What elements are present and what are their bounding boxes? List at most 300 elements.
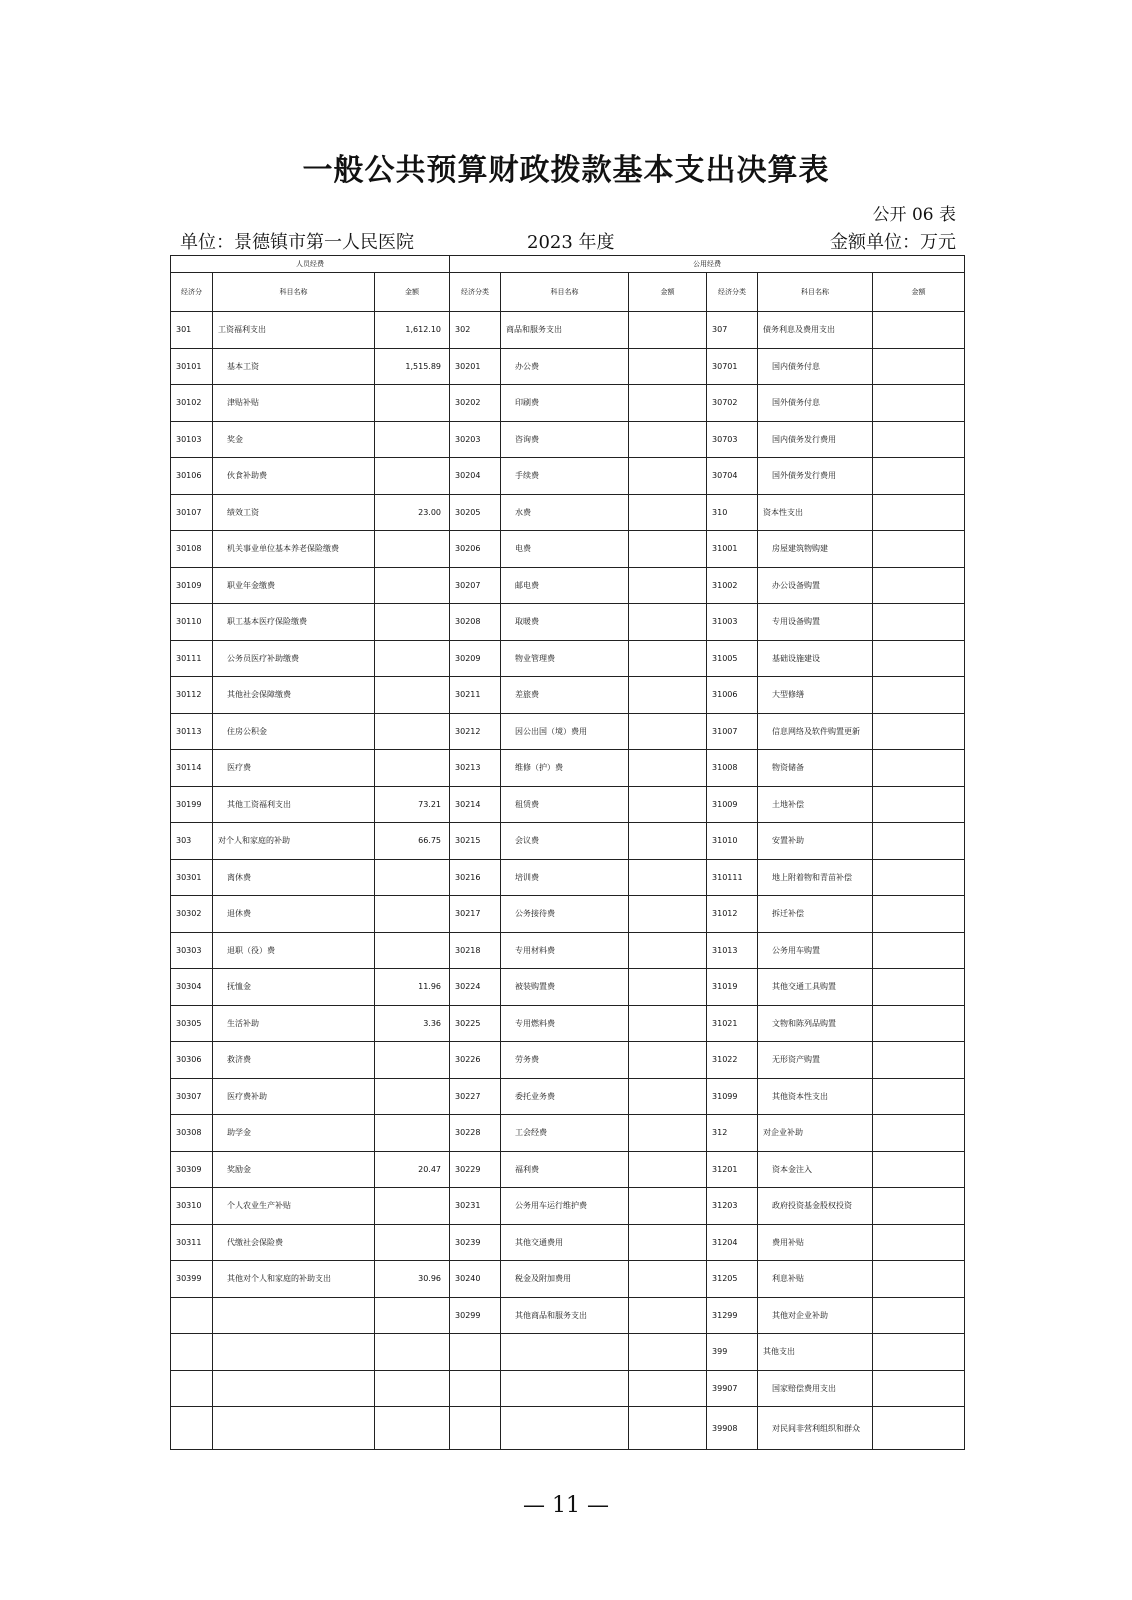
table-row — [171, 385, 965, 422]
cell-amount-1 — [375, 1115, 450, 1152]
cell-code-2: 30212 — [450, 713, 501, 750]
cell-name-3: 国内债务发行费用 — [758, 421, 873, 458]
cell-amount-2 — [629, 312, 707, 349]
cell-name-2: 因公出国（境）费用 — [501, 713, 629, 750]
cell-amount-3 — [873, 1224, 965, 1261]
cell-amount-1 — [375, 1297, 450, 1334]
cell-code-2: 30239 — [450, 1224, 501, 1261]
cell-amount-2 — [629, 531, 707, 568]
cell-name-2: 专用燃料费 — [501, 1005, 629, 1042]
table-row — [171, 823, 965, 860]
table-row — [171, 1261, 965, 1298]
table-row — [171, 1334, 965, 1371]
cell-name-3: 利息补贴 — [758, 1261, 873, 1298]
cell-code-2: 30216 — [450, 859, 501, 896]
cell-code-3: 30701 — [707, 348, 758, 385]
cell-name-3: 政府投资基金股权投资 — [758, 1188, 873, 1225]
cell-code-1: 30113 — [171, 713, 213, 750]
cell-name-1: 职业年金缴费 — [213, 567, 375, 604]
table-row — [171, 1224, 965, 1261]
cell-amount-2 — [629, 1261, 707, 1298]
cell-code-3: 31013 — [707, 932, 758, 969]
col-header-amount-3: 金额 — [873, 273, 965, 312]
cell-name-1: 代缴社会保险费 — [213, 1224, 375, 1261]
cell-amount-3 — [873, 421, 965, 458]
cell-code-1: 301 — [171, 312, 213, 349]
cell-amount-1: 20.47 — [375, 1151, 450, 1188]
table-row — [171, 421, 965, 458]
cell-amount-2 — [629, 1115, 707, 1152]
cell-amount-1: 1,515.89 — [375, 348, 450, 385]
table-row — [171, 1115, 965, 1152]
cell-code-1 — [171, 1297, 213, 1334]
cell-code-2: 30201 — [450, 348, 501, 385]
cell-name-1 — [213, 1370, 375, 1407]
cell-amount-3 — [873, 1334, 965, 1371]
cell-name-3: 安置补助 — [758, 823, 873, 860]
cell-name-2: 会议费 — [501, 823, 629, 860]
cell-code-1: 30103 — [171, 421, 213, 458]
currency-unit: 金额单位：万元 — [830, 232, 956, 253]
cell-name-1: 救济费 — [213, 1042, 375, 1079]
table-body — [171, 256, 965, 1450]
cell-code-1: 30309 — [171, 1151, 213, 1188]
cell-amount-2 — [629, 859, 707, 896]
cell-name-3: 物资储备 — [758, 750, 873, 787]
group-header-public: 公用经费 — [450, 256, 965, 273]
col-header-code-2: 经济分类 — [450, 273, 501, 312]
cell-code-2: 30206 — [450, 531, 501, 568]
cell-amount-1: 3.36 — [375, 1005, 450, 1042]
cell-name-3: 国外债务付息 — [758, 385, 873, 422]
cell-amount-3 — [873, 458, 965, 495]
cell-amount-1 — [375, 750, 450, 787]
cell-code-2: 30207 — [450, 567, 501, 604]
cell-code-1: 30114 — [171, 750, 213, 787]
cell-code-3: 31007 — [707, 713, 758, 750]
cell-code-2: 30228 — [450, 1115, 501, 1152]
cell-code-1: 30112 — [171, 677, 213, 714]
cell-name-3: 其他支出 — [758, 1334, 873, 1371]
cell-amount-2 — [629, 1151, 707, 1188]
cell-name-3: 房屋建筑物购建 — [758, 531, 873, 568]
cell-code-2: 30211 — [450, 677, 501, 714]
cell-name-2 — [501, 1334, 629, 1371]
cell-code-3: 399 — [707, 1334, 758, 1371]
cell-code-1: 30109 — [171, 567, 213, 604]
cell-amount-3 — [873, 567, 965, 604]
cell-amount-2 — [629, 1297, 707, 1334]
cell-name-3: 费用补贴 — [758, 1224, 873, 1261]
table-row — [171, 458, 965, 495]
cell-code-3: 31006 — [707, 677, 758, 714]
cell-code-2: 30202 — [450, 385, 501, 422]
cell-name-3: 债务利息及费用支出 — [758, 312, 873, 349]
cell-amount-1: 30.96 — [375, 1261, 450, 1298]
table-row — [171, 1188, 965, 1225]
cell-amount-3 — [873, 896, 965, 933]
cell-name-3: 对民间非营利组织和群众 — [758, 1407, 873, 1450]
cell-name-1: 住房公积金 — [213, 713, 375, 750]
cell-amount-2 — [629, 677, 707, 714]
cell-code-1: 30101 — [171, 348, 213, 385]
cell-name-1: 对个人和家庭的补助 — [213, 823, 375, 860]
cell-amount-2 — [629, 1188, 707, 1225]
cell-amount-3 — [873, 1297, 965, 1334]
cell-name-1: 津贴补贴 — [213, 385, 375, 422]
cell-name-2: 公务接待费 — [501, 896, 629, 933]
cell-name-3: 文物和陈列品购置 — [758, 1005, 873, 1042]
cell-name-3: 信息网络及软件购置更新 — [758, 713, 873, 750]
cell-name-2: 维修（护）费 — [501, 750, 629, 787]
cell-name-2: 专用材料费 — [501, 932, 629, 969]
cell-name-3: 国外债务发行费用 — [758, 458, 873, 495]
cell-amount-1: 66.75 — [375, 823, 450, 860]
cell-code-1: 30305 — [171, 1005, 213, 1042]
cell-amount-3 — [873, 932, 965, 969]
cell-amount-2 — [629, 1334, 707, 1371]
cell-name-1: 退职（役）费 — [213, 932, 375, 969]
cell-name-2: 咨询费 — [501, 421, 629, 458]
cell-code-3: 39908 — [707, 1407, 758, 1450]
cell-amount-3 — [873, 713, 965, 750]
cell-amount-2 — [629, 896, 707, 933]
cell-name-1: 退休费 — [213, 896, 375, 933]
cell-name-2: 差旅费 — [501, 677, 629, 714]
cell-name-1: 其他工资福利支出 — [213, 786, 375, 823]
table-row — [171, 531, 965, 568]
cell-amount-3 — [873, 1407, 965, 1450]
cell-name-3: 基础设施建设 — [758, 640, 873, 677]
cell-code-2 — [450, 1334, 501, 1371]
cell-code-1: 30310 — [171, 1188, 213, 1225]
cell-amount-2 — [629, 421, 707, 458]
cell-code-1: 30106 — [171, 458, 213, 495]
cell-amount-3 — [873, 677, 965, 714]
cell-code-3: 31010 — [707, 823, 758, 860]
cell-amount-2 — [629, 750, 707, 787]
cell-amount-1 — [375, 458, 450, 495]
cell-code-1: 30306 — [171, 1042, 213, 1079]
cell-code-3: 31021 — [707, 1005, 758, 1042]
cell-name-2: 物业管理费 — [501, 640, 629, 677]
cell-code-3: 31099 — [707, 1078, 758, 1115]
table-row — [171, 348, 965, 385]
cell-name-2: 水费 — [501, 494, 629, 531]
cell-code-3: 31002 — [707, 567, 758, 604]
cell-amount-3 — [873, 823, 965, 860]
cell-code-3: 31005 — [707, 640, 758, 677]
cell-code-2: 30227 — [450, 1078, 501, 1115]
cell-code-2: 30213 — [450, 750, 501, 787]
cell-name-2: 其他商品和服务支出 — [501, 1297, 629, 1334]
cell-code-1: 30301 — [171, 859, 213, 896]
cell-amount-2 — [629, 1042, 707, 1079]
cell-name-1: 伙食补助费 — [213, 458, 375, 495]
cell-amount-3 — [873, 1042, 965, 1079]
cell-code-2: 30229 — [450, 1151, 501, 1188]
cell-amount-3 — [873, 348, 965, 385]
cell-code-3: 31201 — [707, 1151, 758, 1188]
cell-amount-1: 23.00 — [375, 494, 450, 531]
cell-code-1: 30308 — [171, 1115, 213, 1152]
cell-amount-1 — [375, 1407, 450, 1450]
table-row — [171, 859, 965, 896]
cell-code-2: 30203 — [450, 421, 501, 458]
cell-amount-3 — [873, 1078, 965, 1115]
cell-name-3: 资本金注入 — [758, 1151, 873, 1188]
cell-code-1: 30199 — [171, 786, 213, 823]
cell-name-2: 劳务费 — [501, 1042, 629, 1079]
cell-code-3: 31203 — [707, 1188, 758, 1225]
table-row — [171, 604, 965, 641]
table-row — [171, 494, 965, 531]
cell-code-1: 30302 — [171, 896, 213, 933]
cell-name-3: 大型修缮 — [758, 677, 873, 714]
cell-name-1: 基本工资 — [213, 348, 375, 385]
cell-code-2: 30224 — [450, 969, 501, 1006]
cell-code-2: 30208 — [450, 604, 501, 641]
col-header-name-1: 科目名称 — [213, 273, 375, 312]
cell-code-3: 31299 — [707, 1297, 758, 1334]
cell-code-1: 30307 — [171, 1078, 213, 1115]
cell-name-1: 生活补助 — [213, 1005, 375, 1042]
cell-amount-1 — [375, 1370, 450, 1407]
cell-name-3: 土地补偿 — [758, 786, 873, 823]
table-row — [171, 312, 965, 349]
cell-amount-3 — [873, 786, 965, 823]
table-row — [171, 932, 965, 969]
cell-name-3: 其他交通工具购置 — [758, 969, 873, 1006]
cell-name-2: 商品和服务支出 — [501, 312, 629, 349]
cell-code-3: 31022 — [707, 1042, 758, 1079]
cell-name-3: 拆迁补偿 — [758, 896, 873, 933]
table-row — [171, 1042, 965, 1079]
cell-amount-2 — [629, 567, 707, 604]
cell-amount-2 — [629, 348, 707, 385]
reporting-unit: 单位：景德镇市第一人民医院 — [180, 232, 414, 253]
cell-amount-3 — [873, 385, 965, 422]
cell-amount-1 — [375, 531, 450, 568]
cell-code-3: 31204 — [707, 1224, 758, 1261]
column-header-row — [171, 273, 965, 312]
table-row — [171, 640, 965, 677]
cell-code-2: 30205 — [450, 494, 501, 531]
cell-code-3: 31205 — [707, 1261, 758, 1298]
cell-name-2: 工会经费 — [501, 1115, 629, 1152]
cell-amount-1 — [375, 1078, 450, 1115]
cell-name-2: 被装购置费 — [501, 969, 629, 1006]
cell-code-2: 30209 — [450, 640, 501, 677]
cell-code-2 — [450, 1370, 501, 1407]
cell-amount-3 — [873, 312, 965, 349]
cell-amount-2 — [629, 823, 707, 860]
cell-name-1 — [213, 1334, 375, 1371]
col-header-code-1: 经济分 — [171, 273, 213, 312]
cell-name-3: 地上附着物和青苗补偿 — [758, 859, 873, 896]
cell-amount-1 — [375, 1042, 450, 1079]
cell-code-2: 30217 — [450, 896, 501, 933]
cell-amount-2 — [629, 640, 707, 677]
cell-name-3: 其他资本性支出 — [758, 1078, 873, 1115]
cell-amount-3 — [873, 1370, 965, 1407]
col-header-code-3: 经济分类 — [707, 273, 758, 312]
cell-amount-2 — [629, 458, 707, 495]
cell-code-1: 30108 — [171, 531, 213, 568]
cell-code-1: 30107 — [171, 494, 213, 531]
table-row — [171, 567, 965, 604]
table-row — [171, 969, 965, 1006]
cell-name-2: 福利费 — [501, 1151, 629, 1188]
cell-name-1: 其他对个人和家庭的补助支出 — [213, 1261, 375, 1298]
cell-amount-2 — [629, 1005, 707, 1042]
cell-name-1: 其他社会保障缴费 — [213, 677, 375, 714]
cell-amount-1: 73.21 — [375, 786, 450, 823]
cell-amount-1 — [375, 896, 450, 933]
cell-code-1: 30111 — [171, 640, 213, 677]
table-row — [171, 1297, 965, 1334]
cell-name-2: 税金及附加费用 — [501, 1261, 629, 1298]
cell-name-3: 国家赔偿费用支出 — [758, 1370, 873, 1407]
cell-code-1: 30304 — [171, 969, 213, 1006]
table-row — [171, 1078, 965, 1115]
page-title: 一般公共预算财政拨款基本支出决算表 — [302, 153, 830, 188]
group-header-personnel: 人员经费 — [171, 256, 450, 273]
cell-amount-1 — [375, 713, 450, 750]
cell-amount-3 — [873, 1151, 965, 1188]
cell-code-1 — [171, 1407, 213, 1450]
cell-code-2: 30299 — [450, 1297, 501, 1334]
cell-name-1: 绩效工资 — [213, 494, 375, 531]
fiscal-year: 2023 年度 — [527, 232, 615, 253]
cell-amount-3 — [873, 1188, 965, 1225]
cell-amount-1: 11.96 — [375, 969, 450, 1006]
cell-code-2: 30218 — [450, 932, 501, 969]
table-row — [171, 713, 965, 750]
cell-amount-1 — [375, 1334, 450, 1371]
cell-code-3: 31009 — [707, 786, 758, 823]
cell-name-3: 对企业补助 — [758, 1115, 873, 1152]
cell-amount-3 — [873, 859, 965, 896]
col-header-amount-2: 金额 — [629, 273, 707, 312]
cell-name-3: 公务用车购置 — [758, 932, 873, 969]
cell-name-2: 取暖费 — [501, 604, 629, 641]
cell-name-1: 机关事业单位基本养老保险缴费 — [213, 531, 375, 568]
cell-name-1: 奖励金 — [213, 1151, 375, 1188]
cell-amount-2 — [629, 713, 707, 750]
table-row — [171, 1370, 965, 1407]
cell-code-2: 30214 — [450, 786, 501, 823]
cell-code-2: 30215 — [450, 823, 501, 860]
cell-amount-1 — [375, 932, 450, 969]
cell-code-2: 30226 — [450, 1042, 501, 1079]
cell-name-1: 工资福利支出 — [213, 312, 375, 349]
cell-code-3: 31001 — [707, 531, 758, 568]
cell-amount-2 — [629, 932, 707, 969]
cell-code-2 — [450, 1407, 501, 1450]
cell-code-1: 30399 — [171, 1261, 213, 1298]
cell-amount-1 — [375, 1188, 450, 1225]
cell-code-3: 31008 — [707, 750, 758, 787]
cell-name-2 — [501, 1370, 629, 1407]
cell-code-3: 307 — [707, 312, 758, 349]
cell-code-1: 30102 — [171, 385, 213, 422]
page-number: — 11 — — [523, 1493, 609, 1518]
cell-amount-3 — [873, 1005, 965, 1042]
cell-code-3: 310 — [707, 494, 758, 531]
cell-name-1: 离休费 — [213, 859, 375, 896]
cell-name-2: 办公费 — [501, 348, 629, 385]
cell-amount-3 — [873, 750, 965, 787]
cell-code-3: 31003 — [707, 604, 758, 641]
cell-name-1: 个人农业生产补贴 — [213, 1188, 375, 1225]
table-row — [171, 786, 965, 823]
cell-amount-3 — [873, 604, 965, 641]
cell-name-2: 委托业务费 — [501, 1078, 629, 1115]
cell-name-1: 助学金 — [213, 1115, 375, 1152]
cell-name-1: 抚恤金 — [213, 969, 375, 1006]
cell-amount-2 — [629, 604, 707, 641]
cell-name-3: 其他对企业补助 — [758, 1297, 873, 1334]
cell-name-1: 医疗费 — [213, 750, 375, 787]
cell-name-1: 医疗费补助 — [213, 1078, 375, 1115]
cell-amount-3 — [873, 494, 965, 531]
cell-amount-1 — [375, 859, 450, 896]
cell-code-1 — [171, 1334, 213, 1371]
table-row — [171, 896, 965, 933]
cell-code-1 — [171, 1370, 213, 1407]
cell-amount-1 — [375, 385, 450, 422]
cell-code-2: 30204 — [450, 458, 501, 495]
cell-code-2: 30225 — [450, 1005, 501, 1042]
cell-amount-3 — [873, 640, 965, 677]
cell-amount-3 — [873, 531, 965, 568]
cell-code-2: 30231 — [450, 1188, 501, 1225]
cell-amount-3 — [873, 1115, 965, 1152]
cell-name-2: 印刷费 — [501, 385, 629, 422]
cell-amount-2 — [629, 385, 707, 422]
cell-name-2: 手续费 — [501, 458, 629, 495]
cell-name-1: 公务员医疗补助缴费 — [213, 640, 375, 677]
cell-code-3: 310111 — [707, 859, 758, 896]
cell-code-1: 30303 — [171, 932, 213, 969]
table-row — [171, 677, 965, 714]
cell-amount-2 — [629, 494, 707, 531]
cell-name-1 — [213, 1407, 375, 1450]
cell-amount-2 — [629, 1370, 707, 1407]
cell-code-3: 30702 — [707, 385, 758, 422]
table-row — [171, 750, 965, 787]
cell-code-3: 39907 — [707, 1370, 758, 1407]
expenditure-table — [170, 255, 965, 1450]
cell-amount-3 — [873, 969, 965, 1006]
cell-code-2: 30240 — [450, 1261, 501, 1298]
cell-name-3: 专用设备购置 — [758, 604, 873, 641]
cell-name-1: 奖金 — [213, 421, 375, 458]
cell-code-3: 312 — [707, 1115, 758, 1152]
cell-code-2: 302 — [450, 312, 501, 349]
cell-amount-1 — [375, 567, 450, 604]
cell-amount-1 — [375, 1224, 450, 1261]
cell-name-2: 培训费 — [501, 859, 629, 896]
cell-amount-2 — [629, 1407, 707, 1450]
table-number: 公开 06 表 — [872, 205, 956, 225]
cell-code-3: 31019 — [707, 969, 758, 1006]
table-row — [171, 1151, 965, 1188]
cell-code-1: 30311 — [171, 1224, 213, 1261]
cell-amount-2 — [629, 786, 707, 823]
cell-name-2: 租赁费 — [501, 786, 629, 823]
